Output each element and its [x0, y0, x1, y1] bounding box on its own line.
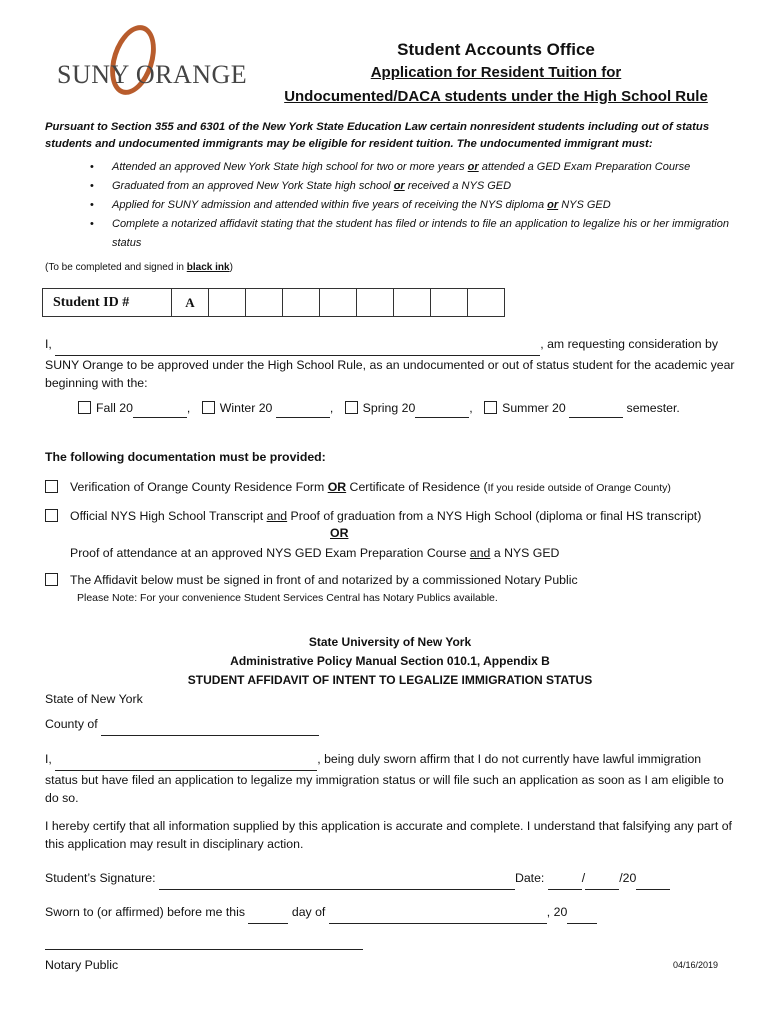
student-id-digit-box[interactable] — [246, 289, 283, 317]
transcript-checkbox[interactable] — [45, 509, 58, 522]
form-title-line1: Application for Resident Tuition for — [370, 64, 622, 81]
county-field[interactable] — [101, 717, 319, 736]
student-id-label: Student ID # — [43, 289, 172, 317]
student-id-grid — [42, 288, 505, 317]
doc-item-transcript: Official NYS High School Transcript and Proof of graduation from a NYS High School (diploma or final HS transcript) — [45, 509, 701, 523]
sworn-year-field[interactable] — [567, 905, 597, 924]
student-id-digit-box[interactable] — [394, 289, 431, 317]
signature-row: Student’s Signature: Date: / /20 — [45, 869, 670, 890]
fall-year-field[interactable] — [133, 403, 187, 418]
student-signature-field[interactable] — [159, 871, 515, 890]
sworn-day-field[interactable] — [248, 905, 288, 924]
affiant-name-field[interactable] — [55, 752, 317, 771]
state-label: State of New York — [45, 692, 143, 706]
doc-item-ged: Proof of attendance at an approved NYS GED Exam Preparation Course and a NYS GED — [70, 546, 560, 560]
requirements-list — [90, 158, 730, 253]
affidavit-checkbox[interactable] — [45, 573, 58, 586]
date-day-field[interactable] — [585, 871, 619, 890]
residence-checkbox[interactable] — [45, 480, 58, 493]
sworn-paragraph: I, , being duly sworn affirm that I do not currently have lawful immigration status but have filed an application to legalize my immigration status or will file such an application as soon as I am eligible to do so. — [45, 752, 724, 805]
doc-item-affidavit: The Affidavit below must be signed in front of and notarized by a commissioned Notary Public — [45, 573, 578, 587]
documentation-heading: The following documentation must be provided: — [45, 450, 326, 464]
suny-orange-logo — [52, 22, 248, 97]
requirement-item: • Applied for SUNY admission and attended within five years of receiving the NYS diploma or NYS GED — [90, 196, 730, 215]
spring-checkbox[interactable] — [345, 401, 358, 414]
affidavit-heading-3: STUDENT AFFIDAVIT OF INTENT TO LEGALIZE IMMIGRATION STATUS — [187, 673, 593, 687]
requirement-item: • Attended an approved New York State high school for two or more years or attended a GED Exam Preparation Course — [90, 158, 730, 177]
requirement-item: • Complete a notarized affidavit stating that the student has filed or intends to file an application to legalize his or her immigration status — [90, 215, 730, 253]
student-id-digit-box[interactable] — [320, 289, 357, 317]
winter-year-field[interactable] — [276, 403, 330, 418]
request-paragraph: I, , am requesting consideration by SUNY Orange to be approved under the High School Rule, as an undocumented or out of status student for the academic year beginning with the: — [45, 337, 735, 390]
student-id-digit-box[interactable] — [431, 289, 468, 317]
intro-paragraph: Pursuant to Section 355 and 6301 of the New York State Education Law certain nonresident students including out of status students and undocumented immigrants may be eligible for resident tuition. The undocumented immigrant must: — [45, 121, 710, 150]
office-title: Student Accounts Office — [397, 40, 595, 59]
requirement-item: • Graduated from an approved New York State high school or received a NYS GED — [90, 177, 730, 196]
student-name-field[interactable] — [55, 337, 540, 356]
semester-options: Fall 20 , Winter 20 , Spring 20 , Summer 20 semester. — [78, 401, 738, 418]
student-id-digit-box[interactable] — [283, 289, 320, 317]
ink-note: (To be completed and signed in black ink) — [45, 262, 233, 273]
notary-label: Notary Public — [45, 958, 119, 972]
affidavit-heading-1: State University of New York — [308, 635, 472, 649]
date-year-field[interactable] — [636, 871, 670, 890]
certify-paragraph: I hereby certify that all information supplied by this application is accurate and complete. I understand that falsifying any part of this application may result in disciplinary action. — [45, 819, 732, 851]
notary-signature-line[interactable] — [45, 949, 363, 950]
doc-item-residence: Verification of Orange County Residence Form OR Certificate of Residence (If you reside outside of Orange County) — [45, 480, 671, 494]
spring-year-field[interactable] — [415, 403, 469, 418]
revision-date: 04/16/2019 — [673, 960, 719, 970]
logo-text: SUNY ORANGE — [57, 60, 248, 89]
affidavit-heading-2: Administrative Policy Manual Section 010.1, Appendix B — [230, 654, 550, 668]
fall-checkbox[interactable] — [78, 401, 91, 414]
student-id-digit-box[interactable] — [209, 289, 246, 317]
sworn-to-row: Sworn to (or affirmed) before me this day of , 20 — [45, 903, 597, 924]
student-id-digit-box[interactable] — [357, 289, 394, 317]
county-row: County of — [45, 715, 319, 736]
summer-year-field[interactable] — [569, 403, 623, 418]
winter-checkbox[interactable] — [202, 401, 215, 414]
date-month-field[interactable] — [548, 871, 582, 890]
or-label: OR — [330, 526, 349, 540]
student-id-digit-box[interactable] — [468, 289, 505, 317]
notary-note: Please Note: For your convenience Student Services Central has Notary Publics available. — [77, 592, 498, 604]
sworn-month-field[interactable] — [329, 905, 547, 924]
summer-checkbox[interactable] — [484, 401, 497, 414]
form-title-line2: Undocumented/DACA students under the High School Rule — [284, 88, 708, 105]
student-id-prefix: A — [172, 289, 209, 317]
